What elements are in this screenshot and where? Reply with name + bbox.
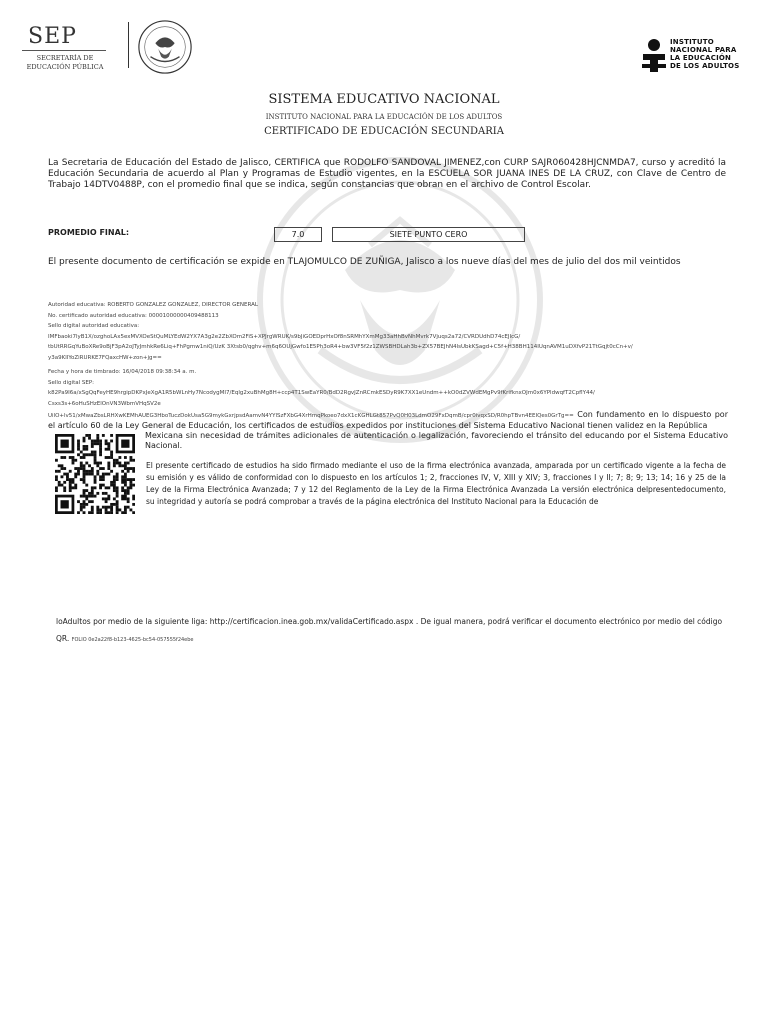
verification-paragraph (56, 613, 726, 649)
inea-logo (640, 38, 758, 78)
grade-value: 7.0 (274, 227, 322, 242)
seal-line-1: IMFbaoki7lyB1X/ozghoLAx5exMVXOeStQuMLYEdW2YX7A3g2e2ZbXOm2FiS+XPJrgWRUK/s9bJiGOEDprHxOf8nSRMhYXmMg33aHhBvNhMvrk7Vjuqs2a72/CVRDUdhD74cEJIcG/ (48, 333, 521, 340)
sep-seal-line-3: UilO+lv51/xMwaZbsLRHXwKEMhAUEG3HboTuczDokUsa5G9mykGxrjpsdAamvN4YYlSzFXbG4XrHmqPkoeo7dxX1cKGHLGt857PvQ0H03LdmO29FxDqmB/cpr0ivqxSD/R0hpTBvn4EEIQes0GrTg== (48, 413, 574, 419)
inea-text-2: NACIONAL PARA (670, 46, 737, 54)
sep-seal-line-2: Csxs3s+6oHuSHzElOnVN3WbmVHqSV2e (48, 400, 161, 407)
authority-line: Autoridad educativa: ROBERTO GONZALEZ GONZALEZ, DIRECTOR GENERAL (48, 302, 258, 308)
grade-label: PROMEDIO FINAL: (48, 228, 130, 237)
seal-line-3: y3a9KlIYoZiRURKE7FQaxcHW+zon+jg== (48, 354, 162, 361)
sep-logo (20, 24, 130, 72)
sep-seal-line-1: k82Pa9I6a/xSgQqFeyHE9hrgipDKPxJeXgA1R5bWLnHy7NcodygMI7/Eqlg2xuBhMg8H+ccp4T1SwEaYR0/BdD2RgvJZnRCmkESDyR9K7XX1eUndm++kO0dZVWdEMgPv9fKrifknxOJm0x6YPldwqfT2CpflY44/ (48, 390, 595, 396)
inea-text-4: DE LOS ADULTOS (670, 62, 740, 70)
cert-number-line: No. certificado autoridad educativa: 00001000000409488113 (48, 312, 219, 319)
timestamp-line: Fecha y hora de timbrado: 16/04/2018 09:38:34 a. m. (48, 369, 197, 375)
inea-text-3: LA EDUCACIÓN (670, 54, 732, 62)
document-title: SISTEMA EDUCATIVO NACIONAL (268, 92, 500, 107)
certification-paragraph: La Secretaria de Educación del Estado de Jalisco, CERTIFICA que RODOLFO SANDOVAL JIMENEZ,con CURP SAJR060428HJCNMDA7, curso y acreditó la Educación Secundaria de acuerdo al Plan y Programas de Estudio vigentes, en la ESCUELA SOR JUANA INES DE LA CRUZ, con Clave de Centro de Trabajo 14DTV0488P, con el promedio final que se indica, según constancias que obran en el archivo de Control Escolar. (48, 158, 726, 190)
folio: FOLIO 0e2a22f8-b123-4625-bc54-057555f24ebe (71, 637, 194, 643)
header-divider (128, 22, 129, 68)
issuance-paragraph: El presente documento de certificación se expide en TLAJOMULCO DE ZUÑIGA, Jalisco a los nueve días del mes de julio del dos mil veintidos (48, 257, 681, 267)
grade-words: SIETE PUNTO CERO (332, 227, 525, 242)
seal-label: Sello digital autoridad educativa: (48, 323, 140, 329)
sep-subtitle-1: SECRETARÍA DE (36, 54, 94, 62)
qr-code[interactable] (55, 434, 135, 514)
inea-text-1: INSTITUTO (670, 38, 714, 46)
legal-intro (48, 410, 728, 431)
sep-rule (22, 50, 106, 51)
verification-text: loAdultos por medio de la siguiente liga: http://certificacion.inea.gob.mx/validaCertificado.aspx . De igual manera, podrá verificar el documento electrónico por medio del código QR. (56, 617, 723, 643)
legal-continuation: Mexicana sin necesidad de trámites adicionales de autenticación o legalización, favoreciendo el tránsito del educando por el Sistema Educativo Nacional. (145, 431, 728, 450)
signature-paragraph: El presente certificado de estudios ha sido firmado mediante el uso de la firma electrónica avanzada, amparada por un certificado vigente a la fecha de su emisión y es válido de conformidad con lo dispuesto en los artículos 1; 2, fracciones IV, V, XIII y XIV; 3, fracciones I y II; 7; 8; 9; 13; 14; 16 y 25 de la Ley de la Firma Electrónica Avanzada; 7 y 12 del Reglamento de la Ley de la Firma Electrónica Avanzada La versión electrónica delpresentedocumento, su integridad y autoría se podrá comprobar a través de la página electrónica del Instituto Nacional para la Educación de (146, 461, 726, 506)
sep-subtitle-2: EDUCACIÓN PÚBLICA (26, 63, 104, 71)
sep-seal-label: Sello digital SEP: (48, 379, 95, 386)
certificate-title: CERTIFICADO DE EDUCACIÓN SECUNDARIA (264, 126, 504, 137)
sep-logo-text: SEP (28, 24, 77, 49)
seal-line-2: tbUtRRGqYuBoXRe9oBjF3pA2oJTyJmhkRe6Liq+FhPgmw1niQ/UzK 3Xtsb0/qghv+m6q6OUjGwfo1E5Ph3oR4+bw3VF5f2z1ZWSBHDLah3b+ZX57BEJhN4lsUbkKSagd+C5f+H38BH114IUqnAVM1uDXfvP21TtGqjt0cCn+v/ (48, 344, 633, 350)
national-seal-icon (136, 18, 194, 76)
digital-seal-block (48, 300, 728, 409)
legal-intro-text: Con fundamento en lo dispuesto por el artículo 60 de la Ley General de Educación, los certificados de estudios expedidos por instituciones del Sistema Educativo Nacional tienen validez en la República (48, 410, 728, 430)
inea-person-icon (640, 38, 668, 74)
institute-name: INSTITUTO NACIONAL PARA LA EDUCACIÓN DE LOS ADULTOS (265, 113, 503, 121)
